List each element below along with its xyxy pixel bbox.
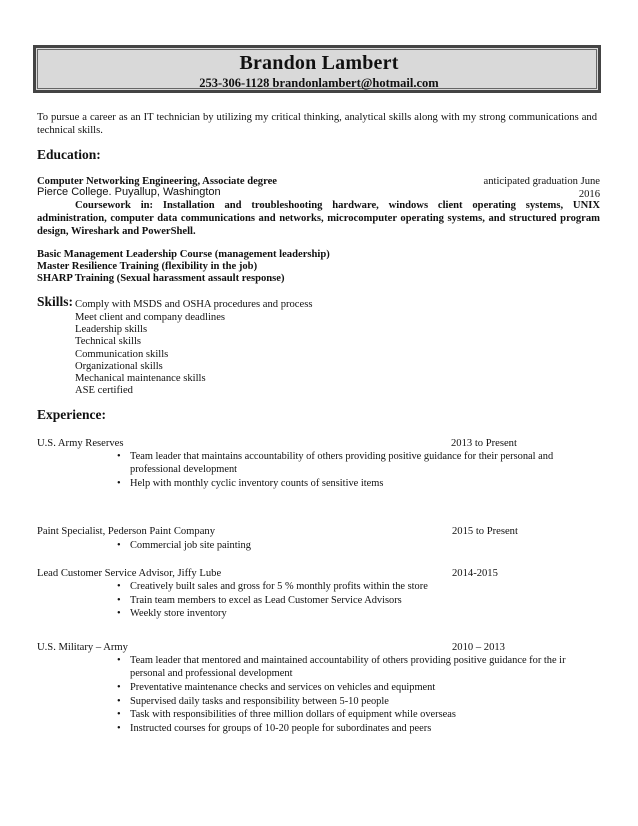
job-title: Paint Specialist, Pederson Paint Company: [37, 526, 216, 537]
degree-name: Computer Networking Engineering, Associate degree: [37, 176, 278, 187]
skill-item: Communication skills: [75, 349, 169, 360]
bullet-icon: •: [117, 451, 121, 462]
school-name: Pierce College. Puyallup, Washington: [37, 186, 221, 198]
bullet-icon: •: [117, 696, 121, 707]
bullet-icon: •: [117, 478, 121, 489]
bullet-icon: •: [117, 655, 121, 666]
skill-item: Mechanical maintenance skills: [75, 373, 206, 384]
job-dates: 2014-2015: [452, 568, 498, 579]
job-title: U.S. Army Reserves: [37, 438, 124, 449]
skill-item: Meet client and company deadlines: [75, 312, 226, 323]
bullet-icon: •: [117, 682, 121, 693]
skill-item: Technical skills: [75, 336, 142, 347]
job-dates: 2015 to Present: [452, 526, 518, 537]
job-dates: 2013 to Present: [451, 438, 517, 449]
skill-item: Leadership skills: [75, 324, 148, 335]
coursework-text: Coursework in: Installation and troubleshooting hardware, windows client operating systems, UNIX administration, computer data communications and networks, microcomputer operating systems, and structured program design, Wireshark and PowerShell.: [37, 200, 600, 237]
contact-line: 253-306-1128 brandonlambert@hotmail.com: [199, 76, 439, 90]
course-item: SHARP Training (Sexual harassment assault response): [37, 273, 285, 284]
bullet-icon: •: [117, 595, 121, 606]
skill-item: ASE certified: [75, 385, 133, 396]
job-title: Lead Customer Service Advisor, Jiffy Lube: [37, 568, 222, 579]
skill-item: Comply with MSDS and OSHA procedures and process: [75, 299, 313, 310]
education-heading: Education:: [37, 147, 101, 162]
objective-text: To pursue a career as an IT technician by utilizing my critical thinking, analytical skills along with my strong communications and technical skills.: [37, 112, 597, 136]
course-item: Basic Management Leadership Course (management leadership): [37, 249, 330, 260]
graduation-date: anticipated graduation June 2016: [483, 176, 600, 200]
skill-item: Organizational skills: [75, 361, 163, 372]
bullet-icon: •: [117, 709, 121, 720]
job-title: U.S. Military – Army: [37, 642, 128, 653]
job-dates: 2010 – 2013: [452, 642, 505, 653]
applicant-name: Brandon Lambert: [239, 52, 399, 74]
bullet-icon: •: [117, 608, 121, 619]
skills-heading: Skills:: [37, 294, 74, 309]
experience-heading: Experience:: [37, 407, 106, 422]
bullet-icon: •: [117, 723, 121, 734]
bullet-icon: •: [117, 540, 121, 551]
bullet-icon: •: [117, 581, 121, 592]
course-item: Master Resilience Training (flexibility in the job): [37, 261, 258, 272]
